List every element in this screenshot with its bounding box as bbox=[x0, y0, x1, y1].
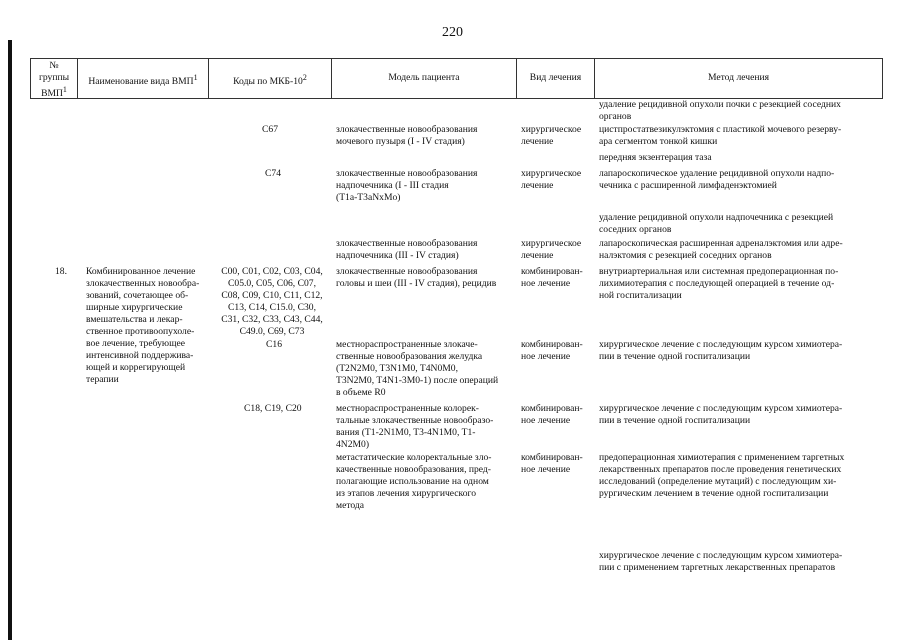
header-divider bbox=[882, 58, 883, 98]
cell-model: метастатические колоректальные зло- качественные новообразования, пред- полагающие использование на одном из этапов лечения хирургического метода bbox=[336, 452, 492, 511]
cell-name: Комбинированное лечение злокачественных новообра- зований, сочетающее об- ширные хирургические вмешательства и лекар- ственное противоопухоле- вое лечение, требующее интенсивной поддержива- ющей и коррегирующей терапии bbox=[86, 266, 200, 385]
cell-model: злокачественные новообразования надпочечника (I - III стадия (T1a-T3aNxMo) bbox=[336, 168, 478, 203]
cell-method: предоперационная химиотерапия с применением таргетных лекарственных препаратов после проведения генетических исследований (определение мутаций) с последующим хи- рургическим лечением в течение одной госпитализации bbox=[599, 452, 845, 499]
cell-group-number: 18. bbox=[55, 266, 67, 277]
cell-method: передняя экзентерация таза bbox=[599, 152, 712, 163]
cell-model: злокачественные новообразования головы и шеи (III - IV стадия), рецидив bbox=[336, 266, 497, 289]
cell-codes: C18, C19, C20 bbox=[244, 403, 302, 414]
cell-treatment: комбинирован- ное лечение bbox=[521, 266, 583, 289]
header-treatment: Вид лечения bbox=[529, 72, 582, 83]
page-number: 220 bbox=[442, 25, 463, 40]
cell-model: злокачественные новообразования мочевого пузыря (I - IV стадия) bbox=[336, 124, 478, 147]
cell-method: внутриартериальная или системная предоперационная по- лихимиотерапия с последующей операцией в течение од- ной госпитализации bbox=[599, 266, 839, 301]
header-name: Наименование вида ВМП$^1$ bbox=[88, 73, 198, 88]
page-edge-bar bbox=[8, 40, 12, 640]
cell-treatment: хирургическое лечение bbox=[521, 238, 582, 261]
cell-codes: C74 bbox=[265, 168, 281, 179]
cell-treatment: комбинирован- ное лечение bbox=[521, 452, 583, 475]
cell-model: местнораспространенные колорек- тальные злокачественные новообразо- вания (T1-2N1M0, T3-4N1M0, T1- 4N2M0) bbox=[336, 403, 494, 450]
header-model: Модель пациента bbox=[388, 72, 460, 83]
cell-method: лапароскопическое удаление рецидивной опухоли надпо- чечника с расширенной лимфаденэктомией bbox=[599, 168, 835, 191]
cell-treatment: хирургическое лечение bbox=[521, 168, 582, 191]
cell-codes: C16 bbox=[266, 339, 282, 350]
header-group: № группы ВМП$^1$ bbox=[38, 60, 70, 100]
cell-treatment: комбинирован- ное лечение bbox=[521, 339, 583, 362]
cell-method: цистпростатвезикулэктомия с пластикой мочевого резерву- ара сегментом тонкой кишки bbox=[599, 124, 842, 147]
cell-method: лапароскопическая расширенная адреналэктомия или адре- налэктомия с резекцией соседних органов bbox=[599, 238, 843, 261]
cell-codes: C00, C01, C02, C03, C04, C05.0, C05, C06, C07, C08, C09, C10, C11, C12, C13, C14, C15.0, C30, C31, C32, C33, C43, C44, C49.0, C69, C73 bbox=[221, 266, 323, 337]
cell-method: хирургическое лечение с последующим курсом химиотера- пии в течение одной госпитализации bbox=[599, 339, 843, 362]
cell-model: злокачественные новообразования надпочечника (III - IV стадия) bbox=[336, 238, 478, 261]
cell-method: удаление рецидивной опухоли надпочечника с резекцией соседних органов bbox=[599, 212, 834, 235]
cell-method: хирургическое лечение с последующим курсом химиотера- пии с применением таргетных лекарственных препаратов bbox=[599, 550, 843, 573]
header-top-rule bbox=[30, 58, 883, 59]
header-codes: Коды по МКБ-$10^2$ bbox=[233, 73, 307, 88]
cell-method: удаление рецидивной опухоли почки с резекцией соседних органов bbox=[599, 99, 841, 122]
cell-model: местнораспространенные злокаче- ственные новообразования желудка (T2N2M0, T3N1M0, T4N0M0, T3N2M0, T4N1-3M0-1) после операций в объеме R0 bbox=[336, 339, 499, 398]
header-method: Метод лечения bbox=[707, 72, 770, 83]
cell-treatment: комбинирован- ное лечение bbox=[521, 403, 583, 426]
cell-treatment: хирургическое лечение bbox=[521, 124, 582, 147]
cell-method: хирургическое лечение с последующим курсом химиотера- пии в течение одной госпитализации bbox=[599, 403, 843, 426]
cell-codes: C67 bbox=[262, 124, 278, 135]
